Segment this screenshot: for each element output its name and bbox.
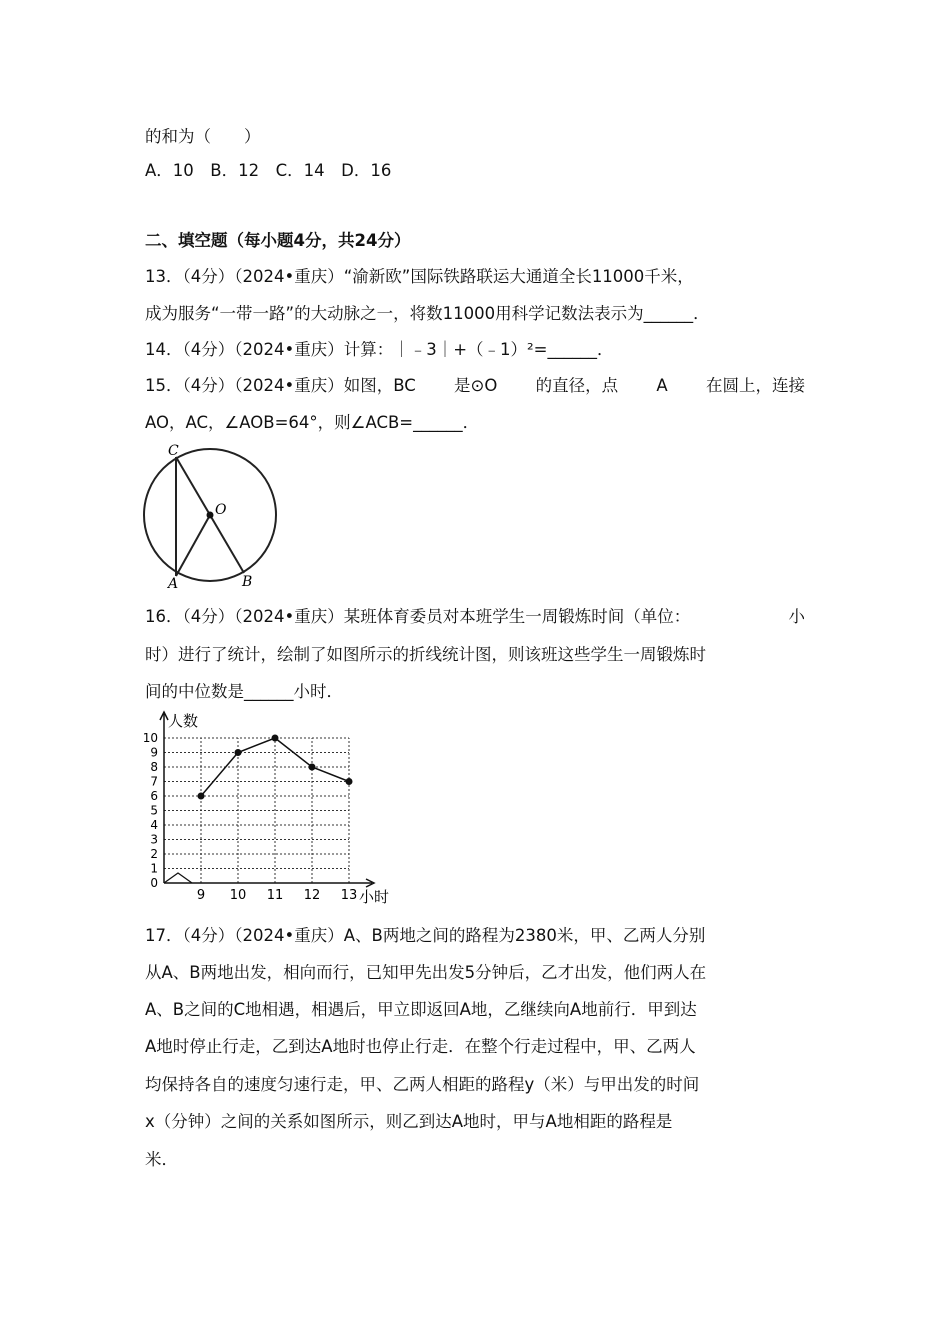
q13-line2: 成为服务“一带一路”的大动脉之一，将数11000用科学记数法表示为______． — [145, 304, 710, 323]
q17-line6: x（分钟）之间的关系如图所示，则乙到达A地时，甲与A地相距的路程是 — [145, 1112, 673, 1131]
label-o: O — [215, 502, 227, 518]
chart-ticks — [143, 731, 358, 903]
q12-tail: 的和为（ ） — [145, 127, 261, 146]
q12-options: A．10 B．12 C．14 D．16 — [145, 161, 392, 180]
circle-figure — [140, 442, 280, 592]
x-tick-label: 13 — [340, 888, 358, 903]
y-axis-label: 人数 — [168, 712, 199, 730]
q17-line1: 17．（4分）（2024•重庆）A、B两地之间的路程为2380米，甲、乙两人分别 — [145, 926, 706, 945]
q15-line1 — [145, 375, 805, 397]
y-tick-label: 0 — [150, 876, 158, 890]
q17-line4: A地时停止行走，乙到达A地时也停止行走．在整个行走过程中，甲、乙两人 — [145, 1037, 696, 1056]
q13-line1: 13．（4分）（2024•重庆）“渝新欧”国际铁路联运大通道全长11000千米， — [145, 267, 694, 286]
x-tick-label: 12 — [303, 888, 321, 903]
q16-line3: 间的中位数是______小时． — [145, 682, 343, 701]
q15-line1-part: 的直径，点 — [535, 376, 619, 395]
q15-line1-part: 15．（4分）（2024•重庆）如图，BC — [145, 376, 416, 395]
q15-line1-part: 在圆上，连接 — [705, 376, 805, 395]
q16-line1-part: 16．（4分）（2024•重庆）某班体育委员对本班学生一周锻炼时间（单位： — [145, 607, 691, 626]
x-tick-label: 10 — [229, 888, 247, 903]
data-point — [272, 735, 279, 742]
y-tick-label: 1 — [150, 861, 158, 876]
data-point — [198, 793, 205, 800]
q15-line2: AO，AC，∠AOB=64°，则∠ACB=______． — [145, 413, 480, 432]
data-point — [309, 764, 316, 771]
line-chart — [140, 710, 400, 910]
y-tick-label: 6 — [150, 789, 158, 803]
y-tick-label: 4 — [150, 818, 158, 832]
q15-line1-part: 是⊙O — [454, 376, 498, 395]
x-axis-label: 小时 — [359, 888, 390, 906]
y-tick-label: 3 — [150, 832, 158, 847]
x-tick-label: 11 — [266, 888, 284, 903]
y-tick-label: 10 — [142, 731, 158, 745]
axis-break-mark — [164, 873, 192, 883]
q16-line2: 时）进行了统计，绘制了如图所示的折线统计图，则该班这些学生一周锻炼时 — [145, 645, 706, 664]
chart-grid — [164, 738, 349, 883]
q17-line7: 米． — [145, 1150, 178, 1169]
q17-line2: 从A、B两地出发，相向而行，已知甲先出发5分钟后，乙才出发，他们两人在 — [145, 963, 707, 982]
q16-line1 — [145, 606, 805, 628]
y-tick-label: 8 — [150, 760, 158, 774]
x-tick-label: 9 — [196, 888, 206, 903]
y-tick-label: 2 — [150, 847, 158, 861]
center-point — [207, 512, 214, 519]
q15-line1-part: A — [656, 376, 668, 395]
section-heading: 二、填空题（每小题4分，共24分） — [145, 231, 411, 250]
y-tick-label: 7 — [150, 774, 158, 789]
label-a: A — [168, 576, 179, 592]
y-tick-label: 9 — [150, 745, 158, 760]
q17-line3: A、B之间的C地相遇，相遇后，甲立即返回A地，乙继续向A地前行．甲到达 — [145, 1000, 697, 1019]
data-point — [235, 749, 242, 756]
data-point — [346, 778, 353, 785]
y-tick-label: 5 — [150, 803, 158, 818]
radius-ao — [176, 515, 210, 576]
q17-line5: 均保持各自的速度匀速行走，甲、乙两人相距的路程y（米）与甲出发的时间 — [145, 1075, 700, 1094]
label-b: B — [242, 574, 253, 590]
q14-text: 14．（4分）（2024•重庆）计算：｜﹣3｜+（﹣1）²=______． — [145, 340, 614, 359]
label-c: C — [168, 443, 179, 459]
q16-line1-part: 小 — [788, 607, 805, 626]
